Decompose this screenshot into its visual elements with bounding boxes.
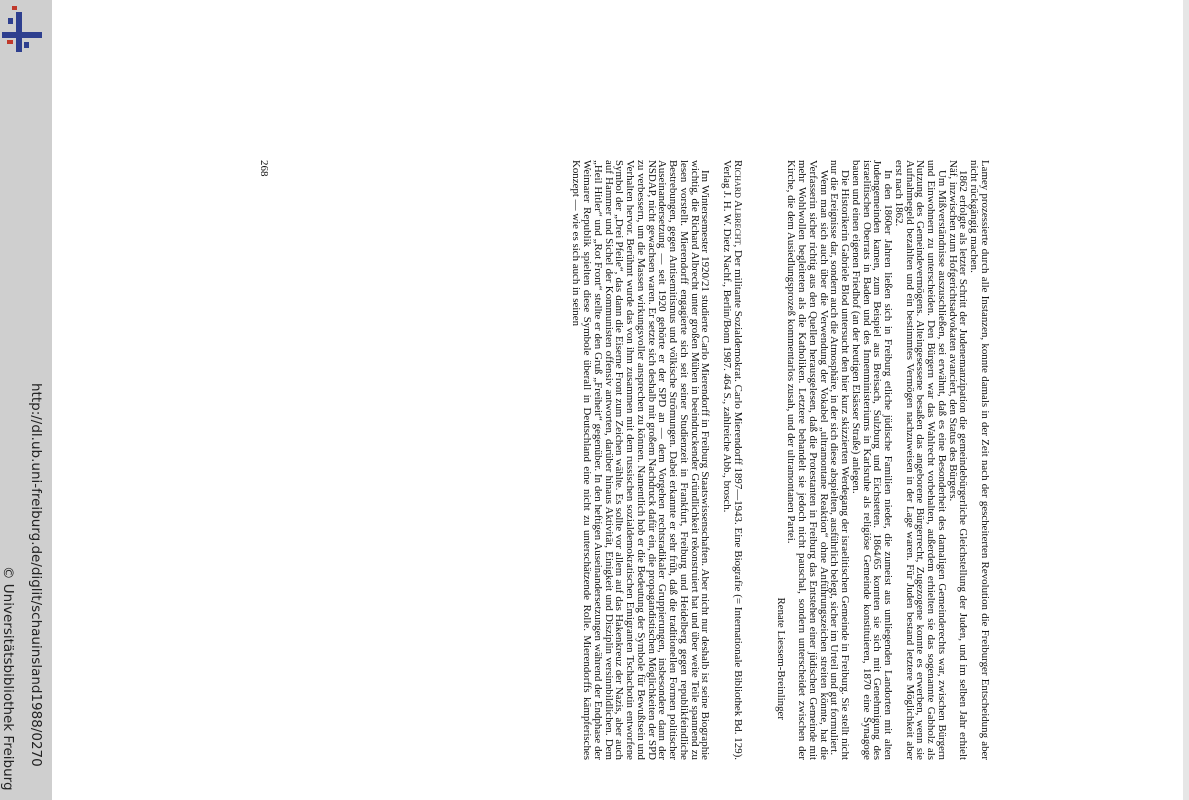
paragraph: In den 1860er Jahren ließen sich in Freiburg etliche jüdische Familien nieder, die zumeist aus umliegenden Landorten mit alten Judengemeinden kamen, zum Beispiel aus Breisach, Sulzburg und Eichstetten. 1864/65 konnten sie sich mit Genehmigung des israelitischen Oberrats in Baden und des Innenministeriums in Karlsruhe als religiöse Gemeinde konstituieren, 1870 eine Synagoge bauen und einen eigenen Friedhof (an der heutigen Elsässer Straße) anlegen. bbox=[850, 160, 895, 760]
page-edge bbox=[1183, 0, 1189, 800]
page-number-container bbox=[258, 160, 270, 177]
rotated-document-page bbox=[270, 160, 990, 760]
paragraph: Um Mißverständnisse auszuschließen, sei erwähnt, daß es eine Besonderheit des damaligen Gemeinderechts war, zwischen Bürgern und Einwohnern zu unterscheiden. Den Bürgern war das Wahlrecht vorbehalten, außerdem erhielten sie das sogenannte Gabholz als Nutzung des Gemeindevermögens. Alteingesessene besaßen das angeborene Bürgerrecht, Zugezogene konnte es erwerben, wenn sie Aufnahmegeld bezahlten und ein bestimmtes Vermögen nachzuweisen in der Lage waren. Für Juden bestand letztere Möglichkeit aber erst nach 1862. bbox=[893, 160, 948, 760]
reviewer-name: Renate Liessem-Breinlinger bbox=[774, 597, 787, 720]
copyright-notice: © Universitätsbibliothek Freiburg bbox=[0, 566, 16, 791]
digitization-sidebar bbox=[0, 0, 52, 800]
paragraph: Wenn man sich auch über die Verwendung der Vokabel „ultramontane Reaktion“ ohne Anführungszeichen streiten könnte, hat die Verfasserin sicher richtig aus den Quellen herausgelesen, daß die Protestanten in Freiburg das Entstehen einer jüdischen Gemeinde mit mehr Wohlwollen begleiteten als die Katholiken. Letztere behandelt sie jedoch nicht pauschal, sondern unterscheidet zwischen der Kirche, die dem Ausiedlungsprozeß kommentarlos zusah, und der ultramontanen Partei. bbox=[785, 160, 830, 760]
review-section-1 bbox=[775, 160, 990, 760]
source-url[interactable]: http://dl.ub.uni-freiburg.de/diglit/schauinsland1988/0270 bbox=[28, 383, 44, 767]
paragraph: Im Wintersemester 1920/21 studierte Carlo Mierendorff in Freiburg Staatswissenschaften. Aber nicht nur deshalb ist seine Biographie wichtig, die Richard Albrecht unter großen Mühen in beeindruckender Gründlichkeit rekonstruiert hat und über weite Teile spannend zu lesen vorstellt. Mierendorff engagierte sich seit seiner Studienzeit in Frankfurt, Freiburg und Heidelberg gegen republikfeindliche Bestrebungen, gegen Antisemitismus und völkische Strömungen. Dabei erkannte er sehr früh, daß die traditionellen Formen politischer Auseinandersetzung — seit 1920 gehörte er der SPD an — dem Vorgehen rechtsradikaler Gruppierungen, insbesondere dann der NSDAP, nicht gewachsen waren. Er setzte sich deshalb mit großem Nachdruck dafür ein, die propagandistischen Möglichkeiten der SPD zu verbessern, um die Massen wirkungsvoller ansprechen zu können. Namentlich hob er die Bedeutung der Symbole für Bewußtsein und Verhalten hervor. Berühmt wurde das von ihm zusammen mit dem russischen sozialdemokratischen Emigranten Tschachotin entworfene Symbol der „Drei Pfeile“, das dann die Eiserne Front zum Zeichen wählte. Es sollte vor allem auf das Hakenkreuz der Nazis, aber auch auf Hammer und Sichel der Kommunisten offensiv antworten, darüber hinaus Aktivität, Einigkeit und Disziplin versinnbildlichen. Dem „Heil Hitler“ und „Rot Front“ stellte er den Gruß „Freiheit“ gegenüber. In den heftigen Auseinandersetzungen während der Endphase der Weimarer Republik spielten diese Symbole überall in Deutschland eine nicht zu unterschätzende Rolle. Mierendorffs kämpferisches Konzept — wie es sich auch in seinen bbox=[570, 160, 712, 760]
paragraph: Lamey prozessierte durch alle Instanzen, konnte damals in der Zeit nach der gescheiterten Revolution die Freiburger Entscheidung aber nicht rückgängig machen. bbox=[968, 160, 991, 760]
paragraph: 1862 erfolgte als letzter Schritt der Judenemanzipation die gemeindebürgerliche Gleichstellung der Juden, und im selben Jahr erhielt Näf, inzwischen zum Hofgerichtsadvokaten avanciert, den Status des Bürgers. bbox=[946, 160, 970, 760]
paragraph: Die Historikerin Gabriele Blod untersucht den hier kurz skizzierten Werdegang der israelitischen Gemeinde in Freiburg. Sie stellt nicht nur die Ereignisse dar, sondern auch die Atmosphäre, in der sich diese abspielten, ausführlich belegt, sicher im Urteil und gut formuliert. bbox=[828, 160, 852, 760]
university-library-logo bbox=[0, 4, 52, 54]
book-details: Der militante Sozialdemokrat. Carlo Mierendorff 1897—1943. Eine Biografie (= Internationale Bibliothek Bd. 129). Verlag J. H. W. Dietz Nachf., Berlin/Bonn 1987. 464 S., zahlreiche Abb., brosch. bbox=[721, 160, 744, 760]
page-number: 268 bbox=[258, 160, 270, 177]
book-citation bbox=[722, 160, 744, 760]
book-author: Richard Albrecht, bbox=[732, 160, 744, 248]
review-section-2 bbox=[571, 160, 743, 760]
